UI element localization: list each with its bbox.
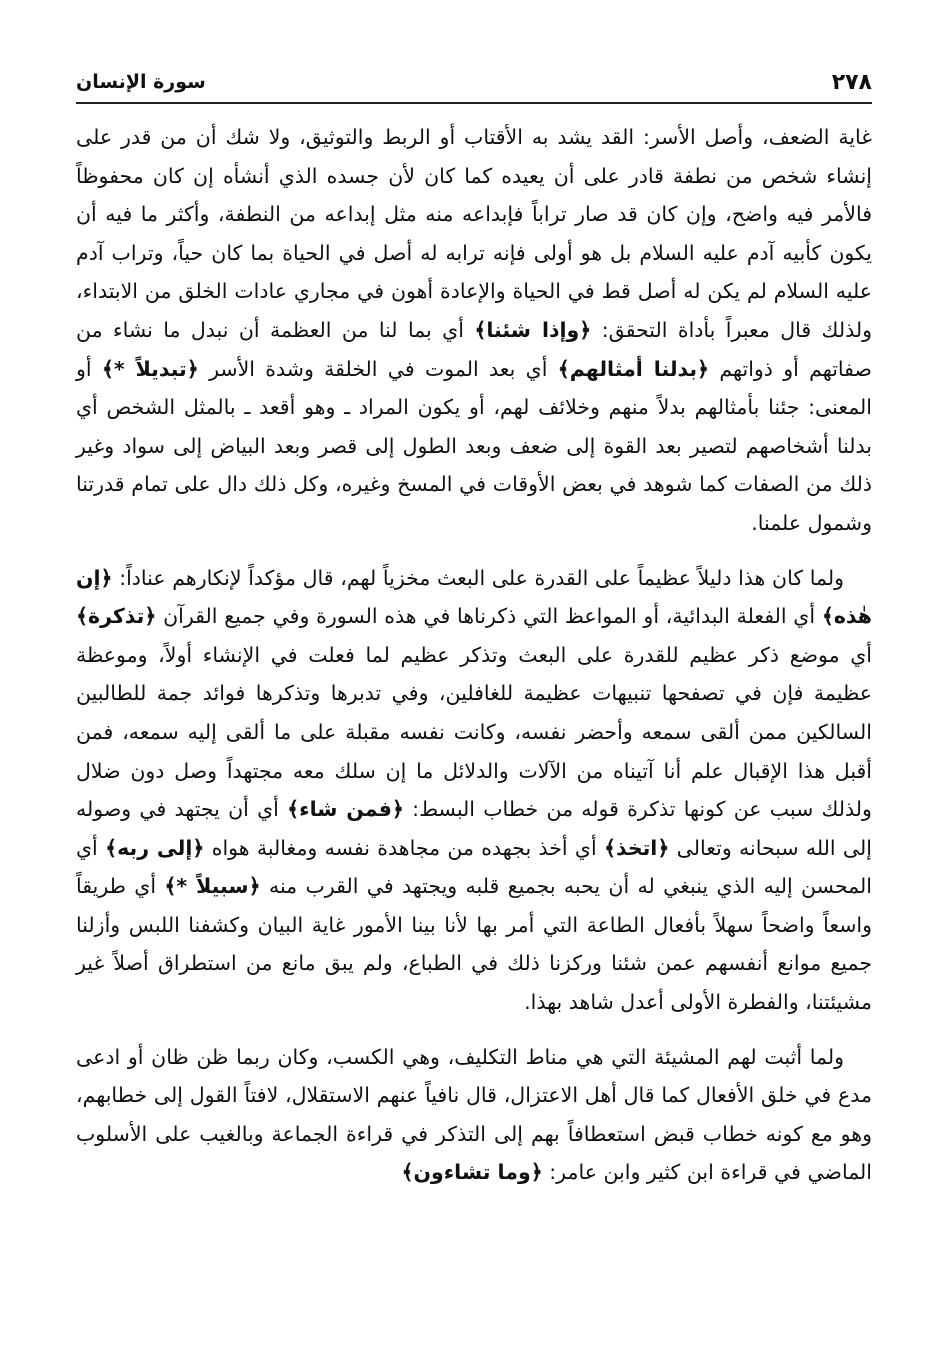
page-number: ٢٧٨	[831, 69, 872, 95]
quran-quote: ﴿وإذا شئنا﴾	[474, 317, 592, 342]
text-segment: أي الفعلة البدائية، أو المواعظ التي ذكرناها في هذه السورة وفي جميع القرآن	[163, 604, 816, 629]
quran-quote: ﴿سبيلاً *﴾	[164, 874, 261, 899]
quran-quote: ﴿تبديلاً *﴾	[101, 356, 199, 381]
text-segment: أي بعد الموت في الخلقة وشدة الأسر	[209, 356, 548, 381]
quran-quote: ﴿فمن شاء﴾	[287, 797, 404, 822]
text-segment: أي بما لنا من العظمة أن نبدل ما نشاء من صفاتهم أو ذواتهم	[76, 317, 872, 381]
text-segment: أي المحسن إليه الذي ينبغي له أن يحبه بجميع قلبه ويجتهد في القرب منه	[76, 835, 872, 899]
quran-quote: ﴿إن هٰذه﴾	[76, 565, 872, 629]
text-segment: ولما أثبت لهم المشيئة التي هي مناط التكليف، وهي الكسب، وكان ربما ظن ظان أو ادعى مدع في خلق الأفعال كما قال أهل الاعتزال، قال نافياً عنهم الاستقلال، لافتاً القول إلى خطابهم، وهو مع كونه خطاب قبض استعطافاً بهم إلى التذكر في قراءة الجماعة وبالغيب على الأسلوب الماضي في قراءة ابن كثير وابن عامر:	[76, 1044, 872, 1185]
text-segment: أي أخذ بجهده من مجاهدة نفسه ومغالبة هواه	[211, 835, 597, 860]
quran-quote: ﴿وما تشاءون﴾	[401, 1160, 543, 1185]
text-segment: ولما كان هذا دليلاً عظيماً على القدرة على البعث مخزياً لهم، قال مؤكداً لإنكارهم عناداً:	[119, 565, 844, 590]
quran-quote: ﴿اتخذ﴾	[603, 835, 670, 860]
page-header	[76, 62, 872, 104]
quran-quote: ﴿بدلنا أمثالهم﴾	[557, 356, 710, 381]
text-segment: أو المعنى: جئنا بأمثالهم بدلاً منهم وخلائف لهم، أو يكون المراد ـ وهو أقعد ـ بالمثل الشخص أي بدلنا أشخاصهم لتصير بعد القوة إلى ضعف وبعد الطول إلى قصر وبعد البياض إلى سواد وغير ذلك من الصفات كما شوهد في بعض الأوقات في المسخ وغيره، وكل ذلك دال على تمام قدرتنا وشمول علمنا.	[76, 356, 872, 535]
page-body	[76, 118, 872, 1192]
text-segment: أي طريقاً واسعاً واضحاً سهلاً بأفعال الطاعة التي أمر بها لأنا بينا الأمور غاية البيان وكشفنا اللبس وأزلنا جميع موانع أنفسهم عمن شئنا وركزنا ذلك في الطباع، ولم يبق مانع من استطراق أصلاً غير مشيئتنا، والفطرة الأولى أعدل شاهد بهذا.	[76, 874, 872, 1015]
paragraph-1	[76, 118, 872, 543]
text-segment: أي موضع ذكر عظيم للقدرة على البعث وتذكر عظيم لما فعلت في الإنشاء أولاً، وموعظة عظيمة فإن في تصفحها تنبيهات عظيمة للغافلين، وفي تدبرها وتذكرها فوائد جمة للطالبين السالكين ممن ألقى سمعه وأحضر نفسه، وكانت نفسه مقبلة على ما ألقى إليه سمعه، فمن أقبل هذا الإقبال علم أنا آتيناه من الآلات والدلائل ما إن سلك معه مجتهداً وصل دون ضلال ولذلك سبب عن كونها تذكرة قوله من خطاب البسط:	[76, 642, 872, 822]
text-segment: أي أن يجتهد في وصوله إلى الله سبحانه وتعالى	[76, 797, 872, 860]
quran-quote: ﴿إلى ربه﴾	[105, 835, 205, 860]
surah-title: سورة الإنسان	[76, 71, 206, 93]
text-segment: غاية الضعف، وأصل الأسر: القد يشد به الأقتاب أو الربط والتوثيق، ولا شك أن من قدر على إنشاء شخص من نطفة قادر على أن يعيده كما كان لأن جسده الذي أنشأه إن كان محفوظاً فالأمر فيه واضح، وإن كان قد صار تراباً فإبداعه منه مثل إبداعه من النطفة، وأكثر ما فيه أن يكون كأبيه آدم عليه السلام بل هو أولى فإنه ترابه له أصل في الحياة بما كان حياً، وتراب آدم عليه السلام لم يكن له أصل قط في الحياة والإعادة أهون في مجاري عادات الخلق من الابتداء، ولذلك قال معبراً بأداة التحقق:	[76, 125, 872, 342]
paragraph-2	[76, 559, 872, 1022]
quran-quote: ﴿تذكرة﴾	[76, 604, 157, 629]
paragraph-3	[76, 1038, 872, 1192]
